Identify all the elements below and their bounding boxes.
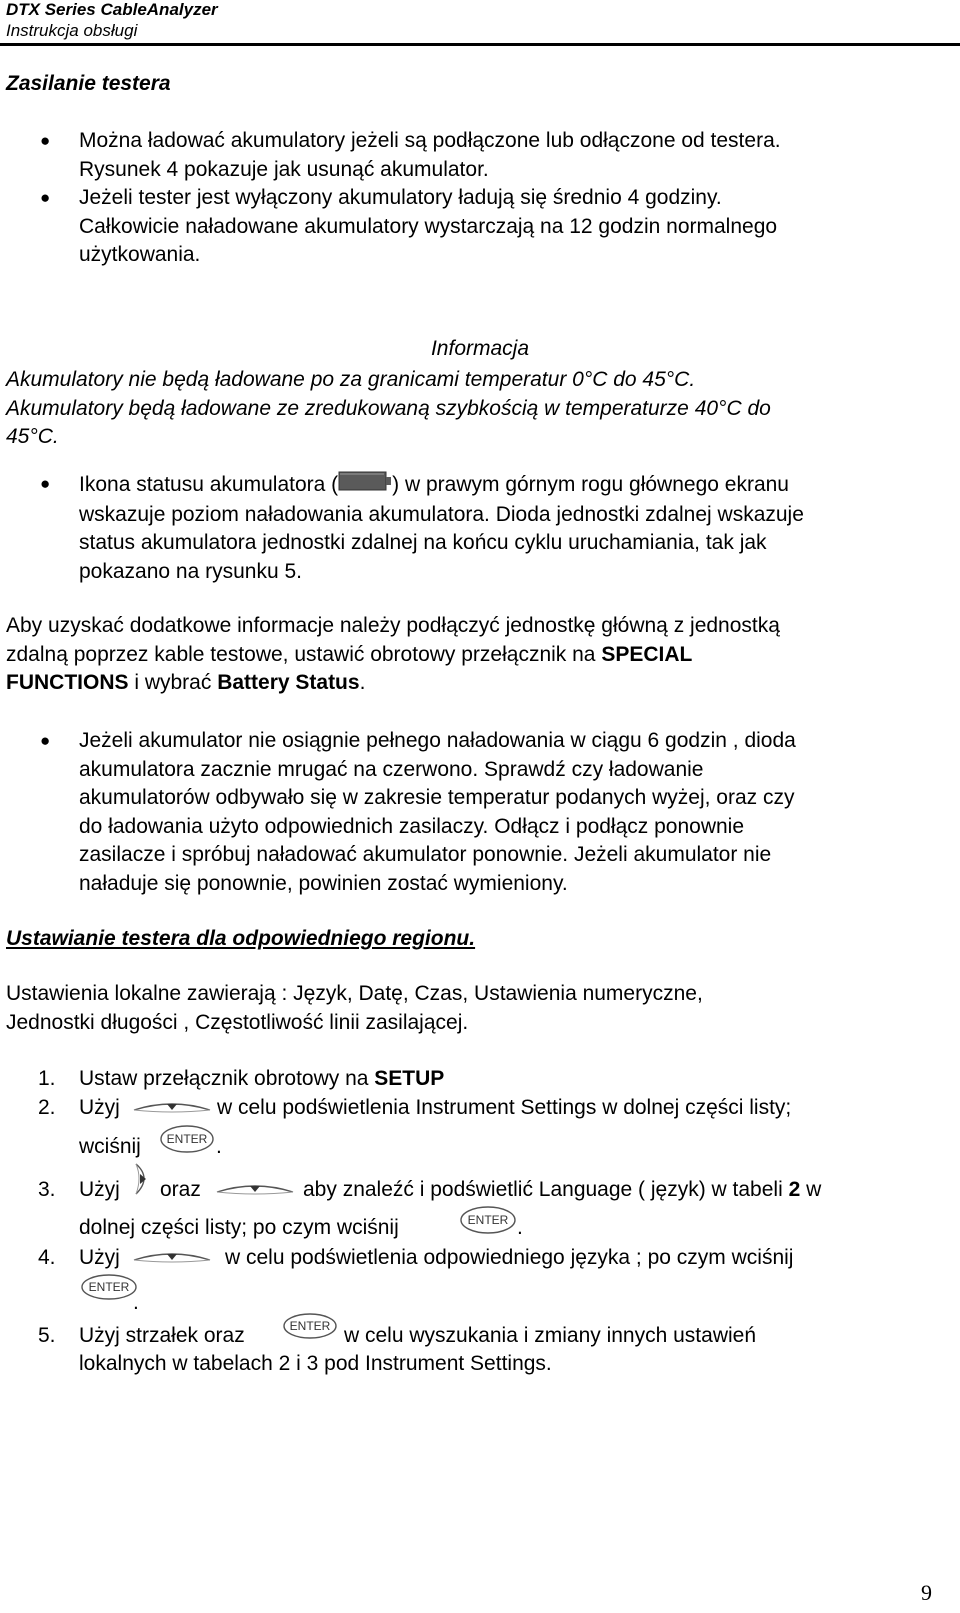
enter-key-label: ENTER bbox=[289, 1319, 331, 1333]
list-item: Ikona statusu akumulatora ( ) w prawym górnym rogu głównego ekranu wskazuje poziom naładowania akumulatora. Dioda jednostki zdalnej wskazuje status akumulatora jednostki zdalnej na końcu cyklu uruchamiania, tak jak pokazano na rysunku 5. bbox=[79, 470, 939, 586]
page-number: 9 bbox=[921, 1580, 932, 1605]
bullet-icon: ● bbox=[40, 474, 51, 493]
header-divider bbox=[0, 43, 960, 46]
right-arrow-key-icon bbox=[132, 1162, 154, 1201]
down-arrow-key-icon bbox=[132, 1096, 212, 1121]
enter-key-icon bbox=[459, 1205, 517, 1240]
step-3-text-a: Użyj bbox=[79, 1178, 120, 1201]
step-3-text-g: . bbox=[517, 1216, 523, 1239]
bullet-icon: ● bbox=[40, 731, 51, 750]
step-2-text-c: wciśnij bbox=[79, 1135, 141, 1158]
step-2-text-a: Użyj bbox=[79, 1096, 120, 1119]
step-2-text-d: . bbox=[216, 1135, 222, 1158]
step-3-text-f: dolnej części listy; po czym wciśnij bbox=[79, 1216, 399, 1239]
enter-key-icon bbox=[159, 1124, 215, 1159]
step-2-text-b: w celu podświetlenia Instrument Settings w dolnej części listy; bbox=[217, 1096, 792, 1119]
step-number: 2. bbox=[38, 1096, 56, 1119]
paragraph: Aby uzyskać dodatkowe informacje należy podłączyć jednostkę główną z jednostką zdalną poprzez kable testowe, ustawić obrotowy przełącznik na SPECIAL FUNCTIONS i wybrać Battery Status. bbox=[6, 614, 780, 694]
step-number: 3. bbox=[38, 1178, 56, 1201]
enter-key-label: ENTER bbox=[88, 1280, 130, 1294]
step-5-text-a: Użyj strzałek oraz bbox=[79, 1324, 245, 1347]
document-subtitle: Instrukcja obsługi bbox=[6, 21, 138, 40]
step-number: 4. bbox=[38, 1246, 56, 1269]
section-title-power: Zasilanie testera bbox=[6, 72, 171, 95]
step-3-text-c: aby znaleźć i podświetlić Language ( język) w tabeli 2 w bbox=[303, 1178, 822, 1201]
step-4-text-c: . bbox=[133, 1291, 139, 1314]
paragraph: Ustawienia lokalne zawierają : Język, Datę, Czas, Ustawienia numeryczne, Jednostki długości , Częstotliwość linii zasilającej. bbox=[6, 982, 703, 1034]
step-1: Ustaw przełącznik obrotowy na SETUP bbox=[79, 1067, 445, 1090]
bullet-icon: ● bbox=[40, 131, 51, 150]
enter-key-icon bbox=[80, 1273, 138, 1306]
step-4-text-a: Użyj bbox=[79, 1246, 120, 1269]
step-4-text-b: w celu podświetlenia odpowiedniego języka ; po czym wciśnij bbox=[225, 1246, 794, 1269]
battery-icon bbox=[338, 470, 392, 501]
step-number: 5. bbox=[38, 1324, 56, 1347]
list-item: Jeżeli akumulator nie osiągnie pełnego naładowania w ciągu 6 godzin , dioda akumulatora zacznie mrugać na czerwono. Sprawdź czy ładowanie akumulatorów odbywało się w zakresie temperatur podanych wyżej, oraz czy do ładowania użyto odpowiednich zasilaczy. Odłącz i podłącz ponownie zasilacze i spróbuj naładować akumulator ponownie. Jeżeli akumulator nie naładuje się ponownie, powinien zostać wymieniony. bbox=[79, 729, 796, 895]
enter-key-label: ENTER bbox=[467, 1213, 509, 1227]
step-3-text-b: oraz bbox=[160, 1178, 201, 1201]
down-arrow-key-icon bbox=[215, 1178, 295, 1203]
step-5-text-c: lokalnych w tabelach 2 i 3 pod Instrument Settings. bbox=[79, 1352, 552, 1375]
note-title: Informacja bbox=[430, 337, 530, 360]
list-item: Można ładować akumulatory jeżeli są podłączone lub odłączone od testera. Rysunek 4 pokazuje jak usunąć akumulator. bbox=[79, 129, 781, 181]
enter-key-icon bbox=[282, 1312, 338, 1345]
list-item: Jeżeli tester jest wyłączony akumulatory ładują się średnio 4 godziny. Całkowicie naładowane akumulatory wystarczają na 12 godzin normalnego użytkowania. bbox=[79, 186, 778, 266]
section-title-region: Ustawianie testera dla odpowiedniego regionu. bbox=[6, 927, 476, 950]
step-number: 1. bbox=[38, 1067, 56, 1090]
down-arrow-key-icon bbox=[132, 1246, 212, 1271]
enter-key-label: ENTER bbox=[166, 1132, 208, 1146]
bullet-icon: ● bbox=[40, 188, 51, 207]
step-5-text-b: w celu wyszukania i zmiany innych ustawień bbox=[344, 1324, 757, 1347]
document-title: DTX Series CableAnalyzer bbox=[6, 0, 218, 19]
note-body: Akumulatory nie będą ładowane po za granicami temperatur 0°C do 45°C. Akumulatory będą ładowane ze zredukowaną szybkością w temperaturze 40°C do 45°C. bbox=[6, 368, 771, 448]
